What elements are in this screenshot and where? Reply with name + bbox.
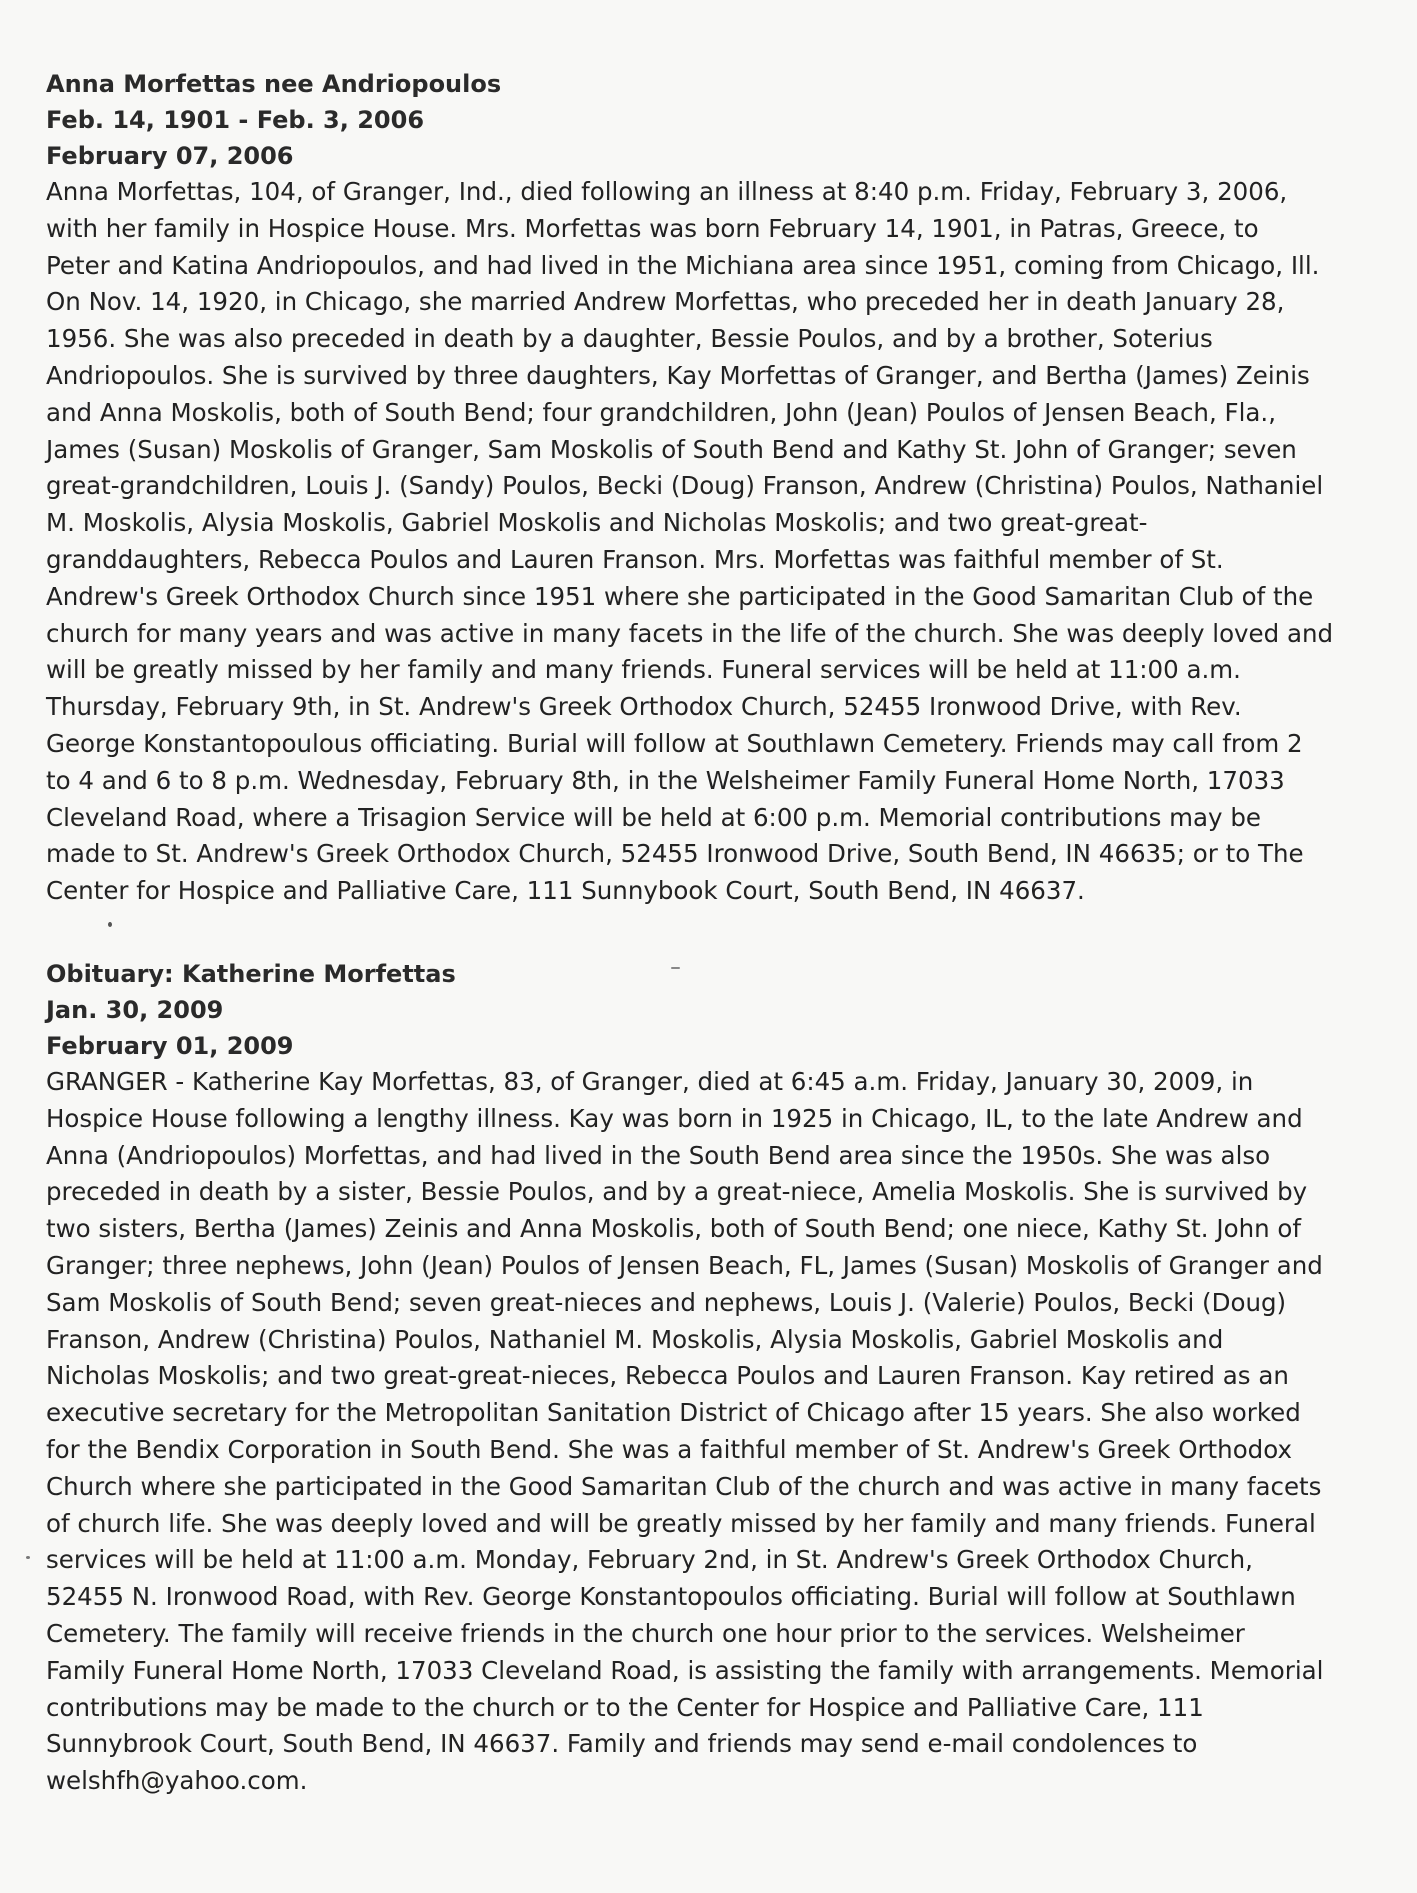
scan-speck	[671, 967, 680, 969]
obituary-anna-morfettas	[46, 66, 1346, 910]
obituary-body: Anna Morfettas, 104, of Granger, Ind., died following an illness at 8:40 p.m. Friday, February 3, 2006, with her family in Hospice House. Mrs. Morfettas was born February 14, 1901, in Patras, Greece, to Peter and Katina Andriopoulos, and had lived in the Michiana area since 1951, coming from Chicago, Ill. On Nov. 14, 1920, in Chicago, she married Andrew Morfettas, who preceded her in death January 28, 1956. She was also preceded in death by a daughter, Bessie Poulos, and by a brother, Soterius Andriopoulos. She is survived by three daughters, Kay Morfettas of Granger, and Bertha (James) Zeinis and Anna Moskolis, both of South Bend; four grandchildren, John (Jean) Poulos of Jensen Beach, Fla., James (Susan) Moskolis of Granger, Sam Moskolis of South Bend and Kathy St. John of Granger; seven great-grandchildren, Louis J. (Sandy) Poulos, Becki (Doug) Franson, Andrew (Christina) Poulos, Nathaniel M. Moskolis, Alysia Moskolis, Gabriel Moskolis and Nicholas Moskolis; and two great-great- granddaughters, Rebecca Poulos and Lauren Franson. Mrs. Morfettas was faithful member of St. Andrew's Greek Orthodox Church since 1951 where she participated in the Good Samaritan Club of the church for many years and was active in many facets in the life of the church. She was deeply loved and will be greatly missed by her family and many friends. Funeral services will be held at 11:00 a.m. Thursday, February 9th, in St. Andrew's Greek Orthodox Church, 52455 Ironwood Drive, with Rev. George Konstantopoulous officiating. Burial will follow at Southlawn Cemetery. Friends may call from 2 to 4 and 6 to 8 p.m. Wednesday, February 8th, in the Welsheimer Family Funeral Home North, 17033 Cleveland Road, where a Trisagion Service will be held at 6:00 p.m. Memorial contributions may be made to St. Andrew's Greek Orthodox Church, 52455 Ironwood Drive, South Bend, IN 46635; or to The Center for Hospice and Palliative Care, 111 Sunnybook Court, South Bend, IN 46637.	[46, 177, 1334, 906]
obituary-published-date: February 07, 2006	[46, 142, 294, 170]
obituary-life-dates: Jan. 30, 2009	[46, 996, 224, 1024]
obituary-life-dates: Feb. 14, 1901 - Feb. 3, 2006	[46, 106, 425, 134]
obituary-body: GRANGER - Katherine Kay Morfettas, 83, of Granger, died at 6:45 a.m. Friday, January 30, 2009, in Hospice House following a lengthy illness. Kay was born in 1925 in Chicago, IL, to the late Andrew and Anna (Andriopoulos) Morfettas, and had lived in the South Bend area since the 1950s. She was also preceded in death by a sister, Bessie Poulos, and by a great-niece, Amelia Moskolis. She is survived by two sisters, Bertha (James) Zeinis and Anna Moskolis, both of South Bend; one niece, Kathy St. John of Granger; three nephews, John (Jean) Poulos of Jensen Beach, FL, James (Susan) Moskolis of Granger and Sam Moskolis of South Bend; seven great-nieces and nephews, Louis J. (Valerie) Poulos, Becki (Doug) Franson, Andrew (Christina) Poulos, Nathaniel M. Moskolis, Alysia Moskolis, Gabriel Moskolis and Nicholas Moskolis; and two great-great-nieces, Rebecca Poulos and Lauren Franson. Kay retired as an executive secretary for the Metropolitan Sanitation District of Chicago after 15 years. She also worked for the Bendix Corporation in South Bend. She was a faithful member of St. Andrew's Greek Orthodox Church where she participated in the Good Samaritan Club of the church and was active in many facets of church life. She was deeply loved and will be greatly missed by her family and many friends. Funeral services will be held at 11:00 a.m. Monday, February 2nd, in St. Andrew's Greek Orthodox Church, 52455 N. Ironwood Road, with Rev. George Konstantopoulos officiating. Burial will follow at Southlawn Cemetery. The family will receive friends in the church one hour prior to the services. Welsheimer Family Funeral Home North, 17033 Cleveland Road, is assisting the family with arrangements. Memorial contributions may be made to the church or to the Center for Hospice and Palliative Care, 111 Sunnybrook Court, South Bend, IN 46637. Family and friends may send e-mail condolences to welshfh@yahoo.com.	[46, 1067, 1324, 1796]
obituary-name: Obituary: Katherine Morfettas	[46, 960, 456, 988]
obituary-name: Anna Morfettas nee Andriopoulos	[46, 70, 502, 98]
obituary-published-date: February 01, 2009	[46, 1032, 294, 1060]
scan-speck	[108, 922, 112, 927]
scan-speck	[26, 1556, 30, 1559]
obituary-katherine-morfettas	[46, 956, 1346, 1800]
